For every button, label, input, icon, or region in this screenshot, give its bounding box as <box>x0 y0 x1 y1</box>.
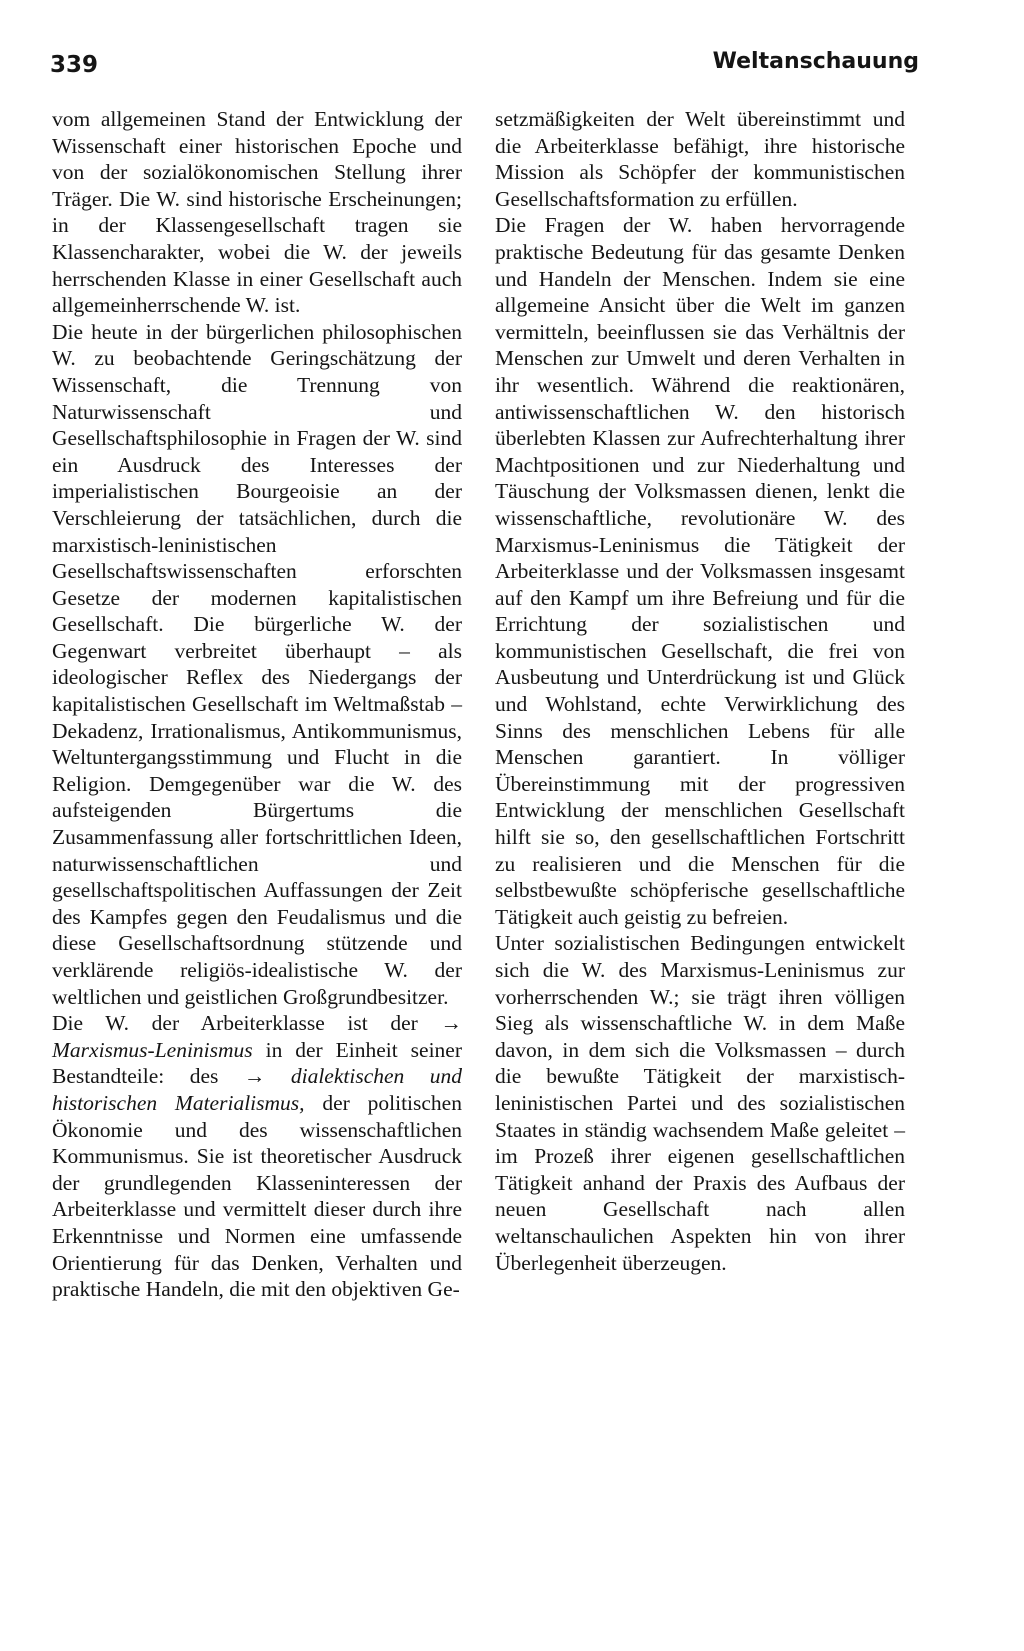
cross-reference-marxismus-leninismus[interactable]: Marxismus-Leninismus <box>52 1037 253 1062</box>
paragraph: vom allgemeinen Stand der Entwicklung der Wissenschaft einer historischen Epoche und von der sozialökonomischen Stellung ihrer Träger. Die W. sind historische Erscheinungen; in der Klassengesellschaft tragen sie Klassencharakter, wobei die W. der jeweils herrschenden Klasse in einer Gesellschaft auch allgemeinherrschende W. ist. <box>52 107 462 318</box>
running-head: Weltanschauung <box>712 49 919 74</box>
cross-reference-arrow: → <box>440 1011 462 1036</box>
right-column <box>495 106 905 1276</box>
paragraph: Unter sozialistischen Bedingungen entwickelt sich die W. des Marxismus-Leninismus zur vorherrschenden W.; sie trägt ihren völligen Sieg als wissenschaftliche W. in dem Maße davon, in dem sich die Volksmassen – durch die bewußte Tätigkeit der marxistisch-leninistischen Partei und des sozialistischen Staates in ständig wachsendem Maße geleitet – im Prozeß ihrer eigenen gesellschaftlichen Tätigkeit anhand der Praxis des Aufbaus der neuen Gesellschaft nach allen weltanschaulichen Aspekten hin von ihrer Überlegenheit überzeugen. <box>495 931 905 1275</box>
text-run: der politischen Ökonomie und des wissenschaftlichen Kommunismus. Sie ist theoretischer Ausdruck der grundlegenden Klasseninteressen der Arbeiterklasse und vermittelt dieser durch ihre Erkenntnisse und Normen eine umfassende Orientierung für das Denken, Verhalten und praktische Handeln, die mit den objektiven Ge- <box>52 1090 462 1302</box>
page-header <box>50 49 919 88</box>
paragraph: Die heute in der bürgerlichen philosophischen W. zu beobachtende Geringschätzung der Wissenschaft, die Trennung von Naturwissenschaft und Gesellschaftsphilosophie in Fragen der W. sind ein Ausdruck des Interesses der imperialistischen Bourgeoisie an der Verschleierung der tatsächlichen, durch die marxistisch-leninistischen Gesellschaftswissenschaften erforschten Gesetze der modernen kapitalistischen Gesellschaft. Die bürgerliche W. der Gegenwart verbreitet überhaupt – als ideologischer Reflex des Niedergangs der kapitalistischen Gesellschaft im Weltmaßstab – Dekadenz, Irrationalismus, Antikommunismus, Weltuntergangsstimmung und Flucht in die Religion. Demgegenüber war die W. des aufsteigenden Bürgertums die Zusammenfassung aller fortschrittlichen Ideen, naturwissenschaftlichen und gesellschaftspolitischen Auffassungen der Zeit des Kampfes gegen den Feudalismus und die diese Gesellschaftsordnung stützende und verklärende religiös-idealistische W. der weltlichen und geistlichen Großgrundbesitzer. <box>52 319 462 1009</box>
left-column <box>52 106 462 1303</box>
text-run: Die W. der Arbeiterklasse ist der <box>52 1011 441 1036</box>
paragraph: setzmäßigkeiten der Welt übereinstimmt und die Arbeiterklasse befähigt, ihre historische Mission als Schöpfer der kommunistischen Gesellschaftsformation zu erfüllen. <box>495 107 905 211</box>
paragraph: Die Fragen der W. haben hervorragende praktische Bedeutung für das gesamte Denken und Handeln der Menschen. Indem sie eine allgemeine Ansicht über die Welt im ganzen vermitteln, beeinflussen sie das Verhältnis der Menschen zur Umwelt und deren Verhalten in ihr wesentlich. Während die reaktionären, antiwissenschaftlichen W. den historisch überlebten Klassen zur Aufrechterhaltung ihrer Machtpositionen und zur Niederhaltung und Täuschung der Volksmassen dienen, lenkt die wissenschaftliche, revolutionäre W. des Marxismus-Leninismus die Tätigkeit der Arbeiterklasse und der Volksmassen insgesamt auf den Kampf um ihre Befreiung und für die Errichtung der sozialistischen und kommunistischen Gesellschaft, die frei von Ausbeutung und Unterdrückung ist und Glück und Wohlstand, echte Verwirklichung des Sinns des menschlichen Lebens für alle Menschen garantiert. In völliger Übereinstimmung mit der progressiven Entwicklung der menschlichen Gesellschaft hilft sie so, den gesellschaftlichen Fortschritt zu realisieren und die Menschen für die selbstbewußte schöpferische gesellschaftliche Tätigkeit auch geistig zu befreien. <box>495 213 905 929</box>
page-number: 339 <box>50 52 99 78</box>
paragraph <box>52 1010 462 1303</box>
text-run: in der Einheit seiner Bestandteile: des <box>52 1037 462 1089</box>
cross-reference-arrow: → <box>243 1064 266 1089</box>
cross-reference-dialektischer-materialismus[interactable]: dialektischen und historischen Materialismus, <box>52 1064 463 1115</box>
